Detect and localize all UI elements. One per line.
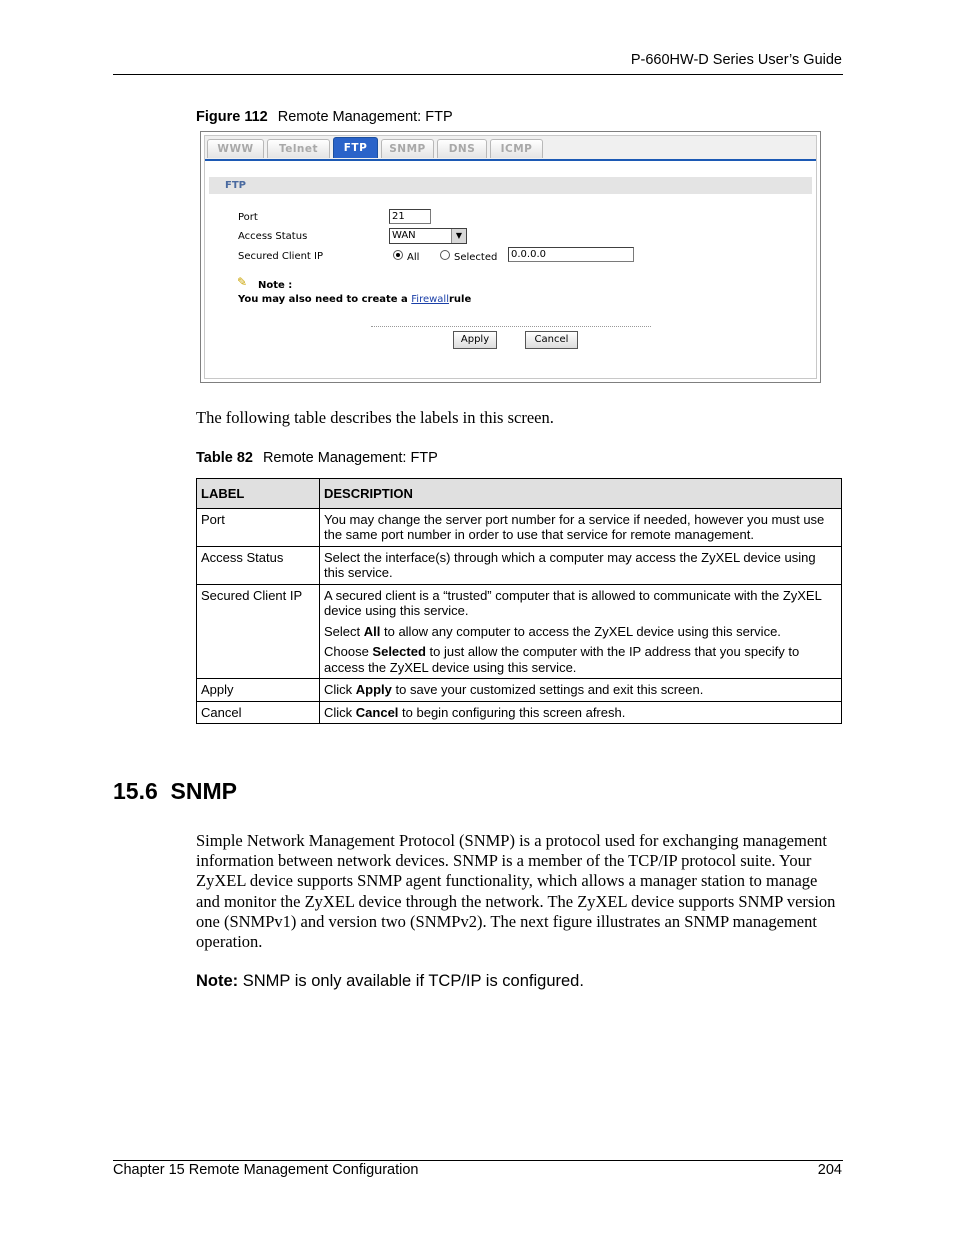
note <box>196 972 584 991</box>
table-row <box>197 546 842 584</box>
figure-label: Figure 112 <box>196 109 268 125</box>
ftp-screenshot <box>200 131 821 383</box>
tab-dns[interactable]: DNS <box>437 139 487 158</box>
figure-title: Remote Management: FTP <box>277 109 453 125</box>
dropdown-arrow-icon[interactable]: ▼ <box>451 229 466 243</box>
tab-snmp[interactable]: SNMP <box>381 139 434 158</box>
footer-rule <box>113 1160 843 1161</box>
table-row <box>197 508 842 546</box>
firewall-link[interactable]: Firewall <box>411 294 449 305</box>
tab-www[interactable]: WWW <box>207 139 264 158</box>
note-label: Note: <box>196 972 239 990</box>
secured-client-ip-label: Secured Client IP <box>238 251 324 262</box>
tab-bar <box>205 136 816 161</box>
table-title: Remote Management: FTP <box>262 450 438 466</box>
row-description: Click Apply to save your customized settings and exit this screen. <box>320 679 842 702</box>
row-description: Click Cancel to begin configuring this screen afresh. <box>320 701 842 724</box>
table-row <box>197 679 842 702</box>
label-description-table <box>196 478 842 724</box>
row-label: Apply <box>197 679 320 702</box>
radio-selected-label: Selected <box>454 252 498 263</box>
figure-caption <box>196 109 453 125</box>
access-status-value: WAN <box>392 230 416 241</box>
apply-button[interactable]: Apply <box>453 331 497 349</box>
section-paragraph: Simple Network Management Protocol (SNMP) is a protocol used for exchanging management information between network devices. SNMP is a member of the TCP/IP protocol suite. Your ZyXEL device supports SNMP agent functionality, which allows a manager station to manage and monitor the ZyXEL device through the network. The ZyXEL device supports SNMP version one (SNMPv1) and version two (SNMPv2). The next figure illustrates an SNMP management operation. <box>196 831 836 952</box>
table-row <box>197 584 842 679</box>
cancel-button[interactable]: Cancel <box>525 331 578 349</box>
footer-chapter: Chapter 15 Remote Management Configuration <box>113 1162 419 1178</box>
running-header: P-660HW-D Series User’s Guide <box>630 52 842 68</box>
header-rule <box>113 74 843 75</box>
tab-telnet[interactable]: Telnet <box>267 139 330 158</box>
row-label: Access Status <box>197 546 320 584</box>
footer-page-number: 204 <box>817 1162 842 1178</box>
row-description: A secured client is a “trusted” computer that is allowed to communicate with the ZyXEL device using this service. Select All to allow any computer to access the ZyXEL device using this service. Choose Selected to just allow the computer with the IP address that you specify to access the ZyXEL device using this service. <box>320 584 842 679</box>
note-text: SNMP is only available if TCP/IP is configured. <box>242 972 584 990</box>
secured-ip-input[interactable]: 0.0.0.0 <box>508 247 634 262</box>
header-label: LABEL <box>197 479 320 509</box>
port-label: Port <box>238 212 258 223</box>
access-status-select[interactable] <box>389 228 467 244</box>
port-input[interactable]: 21 <box>389 209 431 224</box>
header-description: DESCRIPTION <box>320 479 842 509</box>
radio-all[interactable] <box>393 250 403 260</box>
tab-icmp[interactable]: ICMP <box>490 139 543 158</box>
row-description: Select the interface(s) through which a computer may access the ZyXEL device using this service. <box>320 546 842 584</box>
access-status-label: Access Status <box>238 231 308 242</box>
row-label: Port <box>197 508 320 546</box>
row-label: Secured Client IP <box>197 584 320 679</box>
table-header-row <box>197 479 842 509</box>
section-title-bar: FTP <box>209 177 812 194</box>
table-label: Table 82 <box>196 450 253 466</box>
row-label: Cancel <box>197 701 320 724</box>
ftp-panel <box>204 135 817 379</box>
radio-all-label: All <box>407 252 420 263</box>
section-heading: 15.6 SNMP <box>113 778 237 804</box>
tab-ftp[interactable]: FTP <box>333 137 378 158</box>
note-title: Note : <box>258 280 293 291</box>
note-text: You may also need to create a Firewallrule <box>238 294 472 305</box>
table-caption <box>196 450 438 466</box>
note-pencil-icon: ✎ <box>237 275 248 289</box>
intro-text: The following table describes the labels in this screen. <box>196 408 554 427</box>
radio-selected[interactable] <box>440 250 450 260</box>
row-description: You may change the server port number for a service if needed, however you must use the same port number in order to use that service for remote management. <box>320 508 842 546</box>
table-row <box>197 701 842 724</box>
dotted-divider <box>371 326 651 327</box>
